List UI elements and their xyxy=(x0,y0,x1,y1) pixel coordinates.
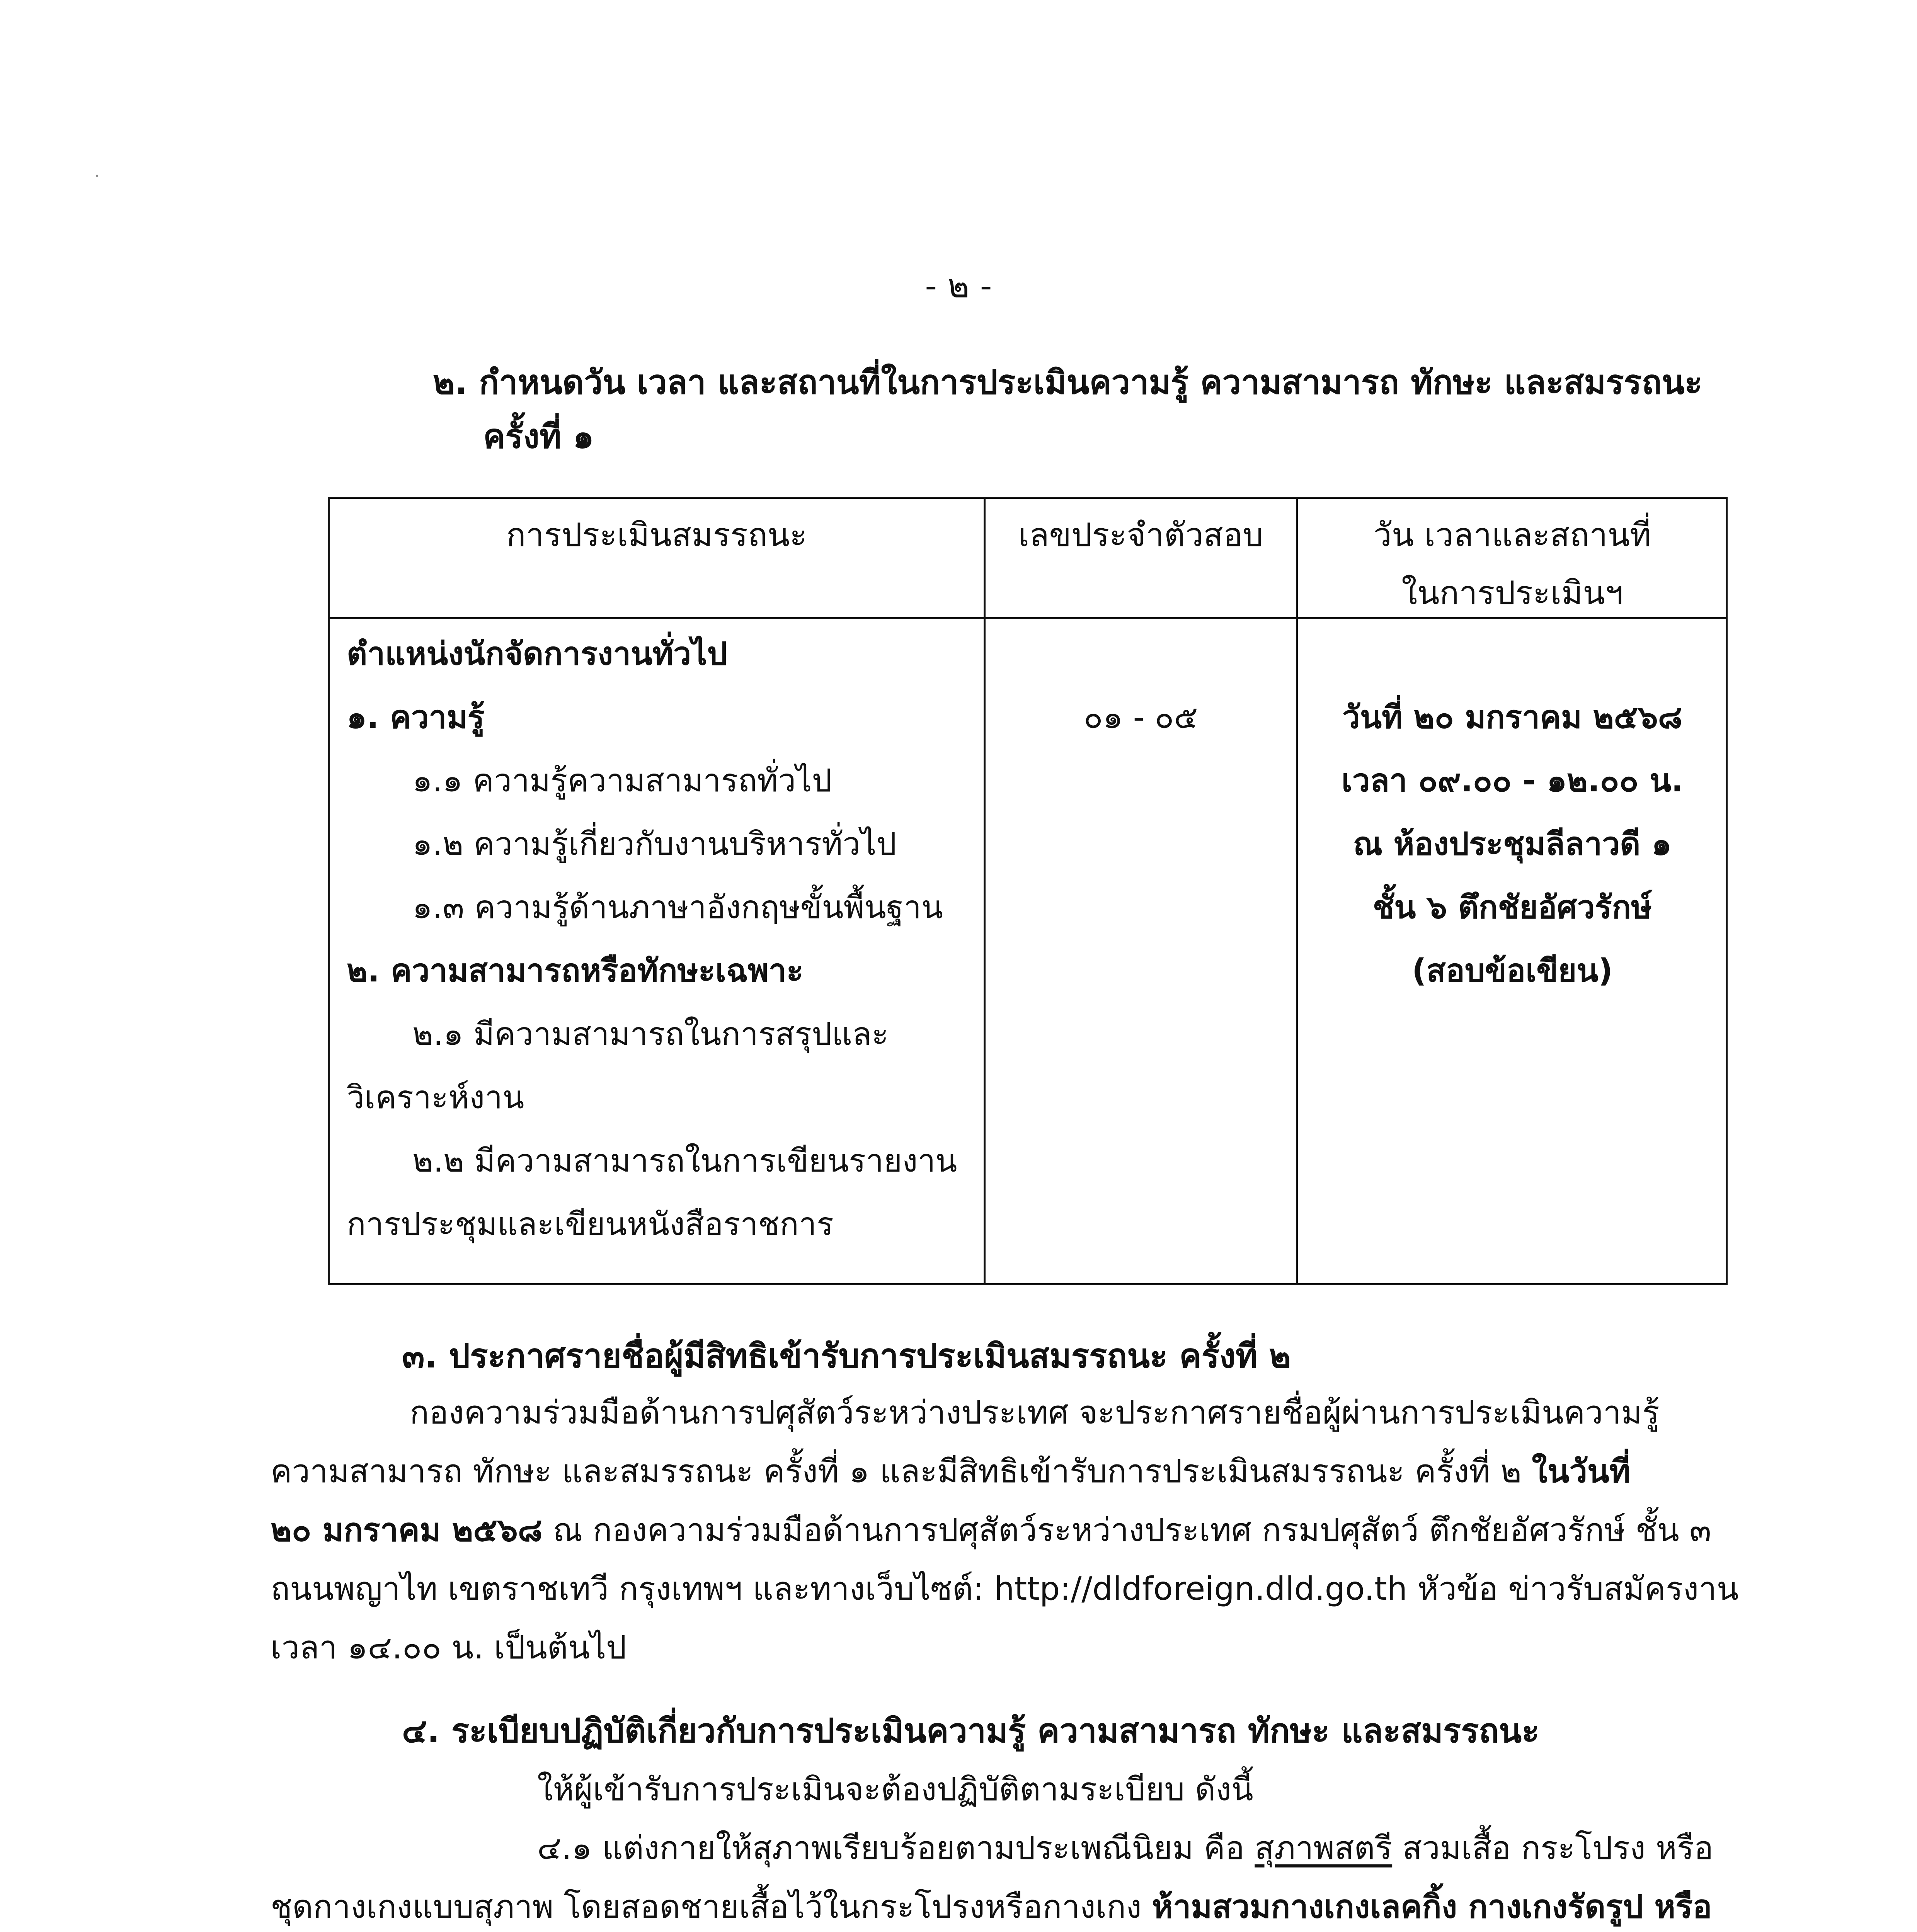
scan-speck xyxy=(96,175,98,177)
table-header-schedule-line1: วัน เวลาและสถานที่ xyxy=(1373,516,1651,554)
schedule-time: เวลา ๐๙.๐๐ - ๑๒.๐๐ น. xyxy=(1341,762,1684,799)
section3-text: ณ กองความร่วมมือด้านการปศุสัตว์ระหว่างประเทศ กรมปศุสัตว์ ตึกชัยอัศวรักษ์ ชั้น ๓ xyxy=(542,1511,1711,1549)
section3-date-label: ในวันที่ xyxy=(1532,1452,1631,1490)
section2-heading-line2: ครั้งที่ ๑ xyxy=(483,417,594,456)
rule-text: สวมเสื้อ กระโปรง หรือ xyxy=(1392,1829,1714,1867)
rule-text: ๔.๑ แต่งกายให้สุภาพเรียบร้อยตามประเพณีนิยม คือ xyxy=(537,1829,1255,1867)
position-title: ตำแหน่งนักจัดการงานทั่วไป xyxy=(347,636,727,672)
list-item: ๑.๑ ความรู้ความสามารถทั่วไป xyxy=(412,762,832,799)
section2-heading-line1: ๒. กำหนดวัน เวลา และสถานที่ในการประเมินความรู้ ความสามารถ ทักษะ และสมรรถนะ xyxy=(433,363,1702,402)
section3-heading: ๓. ประกาศรายชื่อผู้มีสิทธิเข้ารับการประเมินสมรรถนะ ครั้งที่ ๒ xyxy=(402,1337,1291,1376)
schedule-type: (สอบข้อเขียน) xyxy=(1412,952,1613,989)
section3-body xyxy=(271,1383,1739,1677)
table-header-exam-id: เลขประจำตัวสอบ xyxy=(1018,516,1263,554)
section4-intro: ให้ผู้เข้ารับการประเมินจะต้องปฏิบัติตามระเบียบ ดังนี้ xyxy=(537,1770,1253,1808)
page-number: - ๒ - xyxy=(925,267,992,305)
section3-line xyxy=(271,1442,1739,1501)
list-item-continued: การประชุมและเขียนหนังสือราชการ xyxy=(347,1206,834,1243)
table-col1 xyxy=(347,622,957,1256)
list-item: ๑.๒ ความรู้เกี่ยวกับงานบริหารทั่วไป xyxy=(412,826,897,862)
schedule-table xyxy=(328,497,1728,1285)
section3-line: กองความร่วมมือด้านการปศุสัตว์ระหว่างประเทศ จะประกาศรายชื่อผู้ผ่านการประเมินความรู้ xyxy=(410,1394,1660,1431)
schedule-room: ณ ห้องประชุมลีลาวดี ๑ xyxy=(1353,826,1672,862)
table-divider xyxy=(984,499,986,1283)
list-item: ๑.๓ ความรู้ด้านภาษาอังกฤษขั้นพื้นฐาน xyxy=(412,889,943,926)
table-header-assessment: การประเมินสมรรถนะ xyxy=(506,516,807,554)
section3-text: ความสามารถ ทักษะ และสมรรถนะ ครั้งที่ ๑ และมีสิทธิเข้ารับการประเมินสมรรถนะ ครั้งที่ ๒ xyxy=(271,1452,1532,1490)
exam-id-range: ๐๑ - ๐๕ xyxy=(1083,699,1198,736)
section3-date: ๒๐ มกราคม ๒๕๖๘ xyxy=(271,1511,543,1549)
schedule-date: วันที่ ๒๐ มกราคม ๒๕๖๘ xyxy=(1342,699,1683,736)
section4-heading: ๔. ระเบียบปฏิบัติเกี่ยวกับการประเมินความรู้ ความสามารถ ทักษะ และสมรรถนะ xyxy=(402,1712,1540,1750)
list-item: ๒.๒ มีความสามารถในการเขียนรายงาน xyxy=(412,1143,957,1179)
schedule-building: ชั้น ๖ ตึกชัยอัศวรักษ์ xyxy=(1372,889,1652,926)
section3-line xyxy=(271,1501,1739,1560)
rule-4-1-line xyxy=(271,1819,1751,1878)
list-item-continued: วิเคราะห์งาน xyxy=(347,1079,524,1116)
rule-4-1-line xyxy=(271,1878,1751,1932)
rule-underlined: สุภาพสตรี xyxy=(1255,1829,1393,1867)
section3-line: เวลา ๑๔.๐๐ น. เป็นต้นไป xyxy=(271,1629,627,1666)
section2-heading xyxy=(433,355,1702,464)
table-header-schedule xyxy=(1298,506,1727,622)
section4-body xyxy=(271,1760,1751,1932)
rule-text: ชุดกางเกงแบบสุภาพ โดยสอดชายเสื้อไว้ในกระโปรงหรือกางเกง xyxy=(271,1888,1152,1925)
section3-line: ถนนพญาไท เขตราชเทวี กรุงเทพฯ และทางเว็บไซต์: http://dldforeign.dld.go.th หัวข้อ ข่าวรับสมัครงาน xyxy=(271,1570,1739,1607)
knowledge-heading: ๑. ความรู้ xyxy=(347,699,485,736)
table-col3 xyxy=(1298,686,1727,1003)
rule-bold: ห้ามสวมกางเกงเลคกิ้ง กางเกงรัดรูป หรือ xyxy=(1152,1888,1712,1925)
skill-heading: ๒. ความสามารถหรือทักษะเฉพาะ xyxy=(347,952,804,989)
list-item: ๒.๑ มีความสามารถในการสรุปและ xyxy=(412,1016,889,1053)
table-header-schedule-line2: ในการประเมินฯ xyxy=(1401,574,1623,612)
